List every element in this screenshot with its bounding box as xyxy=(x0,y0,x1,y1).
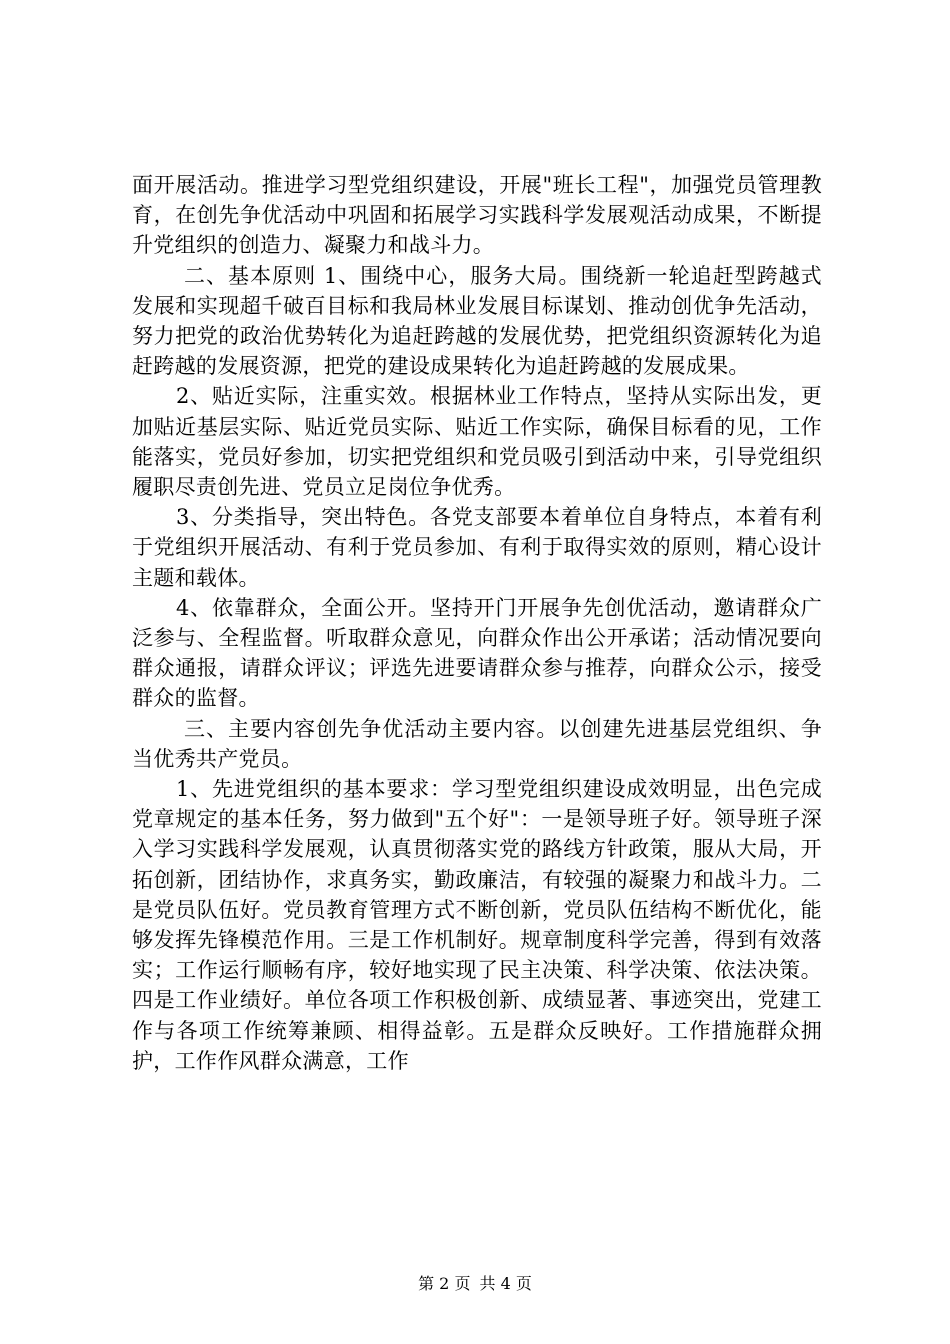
document-body xyxy=(132,170,822,1076)
paragraph-intro-continuation: 面开展活动。推进学习型党组织建设，开展"班长工程"，加强党员管理教育，在创先争优活动中巩固和拓展学习实践科学发展观活动成果，不断提升党组织的创造力、凝聚力和战斗力。 xyxy=(132,173,822,258)
paragraph-principle-2: 2、贴近实际，注重实效。根据林业工作特点，坚持从实际出发，更加贴近基层实际、贴近党员实际、贴近工作实际，确保目标看的见，工作能落实，党员好参加，切实把党组织和党员吸引到活动中来，引导党组织履职尽责创先进、党员立足岗位争优秀。 xyxy=(132,384,822,500)
paragraph-party-org-requirements: 1、先进党组织的基本要求：学习型党组织建设成效明显，出色完成党章规定的基本任务，努力做到"五个好"：一是领导班子好。领导班子深入学习实践科学发展观，认真贯彻落实党的路线方针政策，服从大局，开拓创新，团结协作，求真务实，勤政廉洁，有较强的凝聚力和战斗力。二是党员队伍好。党员教育管理方式不断创新，党员队伍结构不断优化，能够发挥先锋模范作用。三是工作机制好。规章制度科学完善，得到有效落实；工作运行顺畅有序，较好地实现了民主决策、科学决策、依法决策。四是工作业绩好。单位各项工作积极创新、成绩显著、事迹突出，党建工作与各项工作统筹兼顾、相得益彰。五是群众反映好。工作措施群众拥护，工作作风群众满意，工作 xyxy=(132,777,822,1073)
paragraph-principle-4: 4、依靠群众，全面公开。坚持开门开展争先创优活动，邀请群众广泛参与、全程监督。听取群众意见，向群众作出公开承诺；活动情况要向群众通报，请群众评议；评选先进要请群众参与推荐，向群众公示，接受群众的监督。 xyxy=(132,595,822,711)
page-number: 第 2 页 xyxy=(418,1274,471,1293)
paragraph-principle-3: 3、分类指导，突出特色。各党支部要本着单位自身特点，本着有利于党组织开展活动、有利于党员参加、有利于取得实效的原则，精心设计主题和载体。 xyxy=(132,505,822,590)
paragraph-main-content: 三、主要内容创先争优活动主要内容。以创建先进基层党组织、争当优秀共产党员。 xyxy=(132,716,822,771)
page-total: 共 4 页 xyxy=(479,1274,532,1293)
page-footer xyxy=(0,1274,950,1294)
paragraph-basic-principles: 二、基本原则 1、围绕中心，服务大局。围绕新一轮追赶型跨越式发展和实现超千破百目标和我局林业发展目标谋划、推动创优争先活动，努力把党的政治优势转化为追赶跨越的发展优势，把党组织资源转化为追赶跨越的发展资源，把党的建设成果转化为追赶跨越的发展成果。 xyxy=(132,263,822,379)
